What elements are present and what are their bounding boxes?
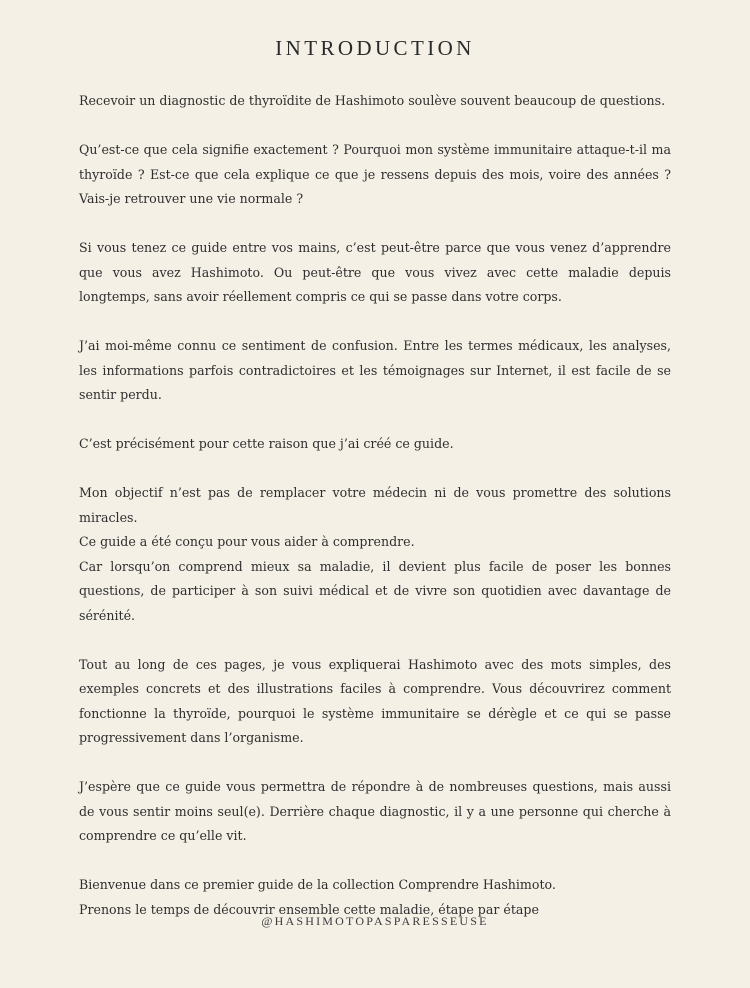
paragraph-8 — [79, 775, 671, 849]
paragraph-line: Tout au long de ces pages, je vous expliquerai Hashimoto avec des mots simples, des exemples concrets et des illustrations faciles à comprendre. Vous découvrirez comment fonctionne la thyroïde, pourquoi le système immunitaire se dérègle et ce qui se passe progressivement dans l’organisme. — [79, 656, 671, 745]
paragraph-4 — [79, 334, 671, 408]
paragraph-line: Prenons le temps de découvrir ensemble cette maladie, étape par étape — [79, 901, 539, 917]
page-title: INTRODUCTION — [275, 36, 475, 60]
paragraph-line: C’est précisément pour cette raison que j’ai créé ce guide. — [79, 436, 454, 451]
paragraph-line: Qu’est-ce que cela signifie exactement ? Pourquoi mon système immunitaire attaque-t-il ma thyroïde ? Est-ce que cela explique ce que je ressens depuis des mois, voire des années ? Vais-je retrouver une vie normale ? — [79, 142, 671, 206]
paragraph-line: J’espère que ce guide vous permettra de répondre à de nombreuses questions, mais aussi de vous sentir moins seul(e). Derrière chaque diagnostic, il y a une personne qui cherche à comprendre ce qu’elle vit. — [79, 779, 671, 843]
paragraph-line: Bienvenue dans ce premier guide de la collection Comprendre Hashimoto. — [79, 877, 556, 892]
paragraph-line: Car lorsqu’on comprend mieux sa maladie, il devient plus facile de poser les bonnes questions, de participer à son suivi médical et de vivre son quotidien avec davantage de sérénité. — [79, 558, 671, 623]
document-body — [79, 89, 671, 922]
paragraph-1 — [79, 89, 671, 114]
paragraph-line: Ce guide a été conçu pour vous aider à comprendre. — [79, 534, 415, 549]
paragraph-line: Si vous tenez ce guide entre vos mains, c’est peut-être parce que vous venez d’apprendre que vous avez Hashimoto. Ou peut-être que vous vivez avec cette maladie depuis longtemps, sans avoir réellement compris ce qui se passe dans votre corps. — [79, 240, 671, 304]
paragraph-7 — [79, 653, 671, 751]
paragraph-line: Mon objectif n’est pas de remplacer votre médecin ni de vous promettre des solutions miracles. — [79, 485, 671, 525]
footer-handle: @HASHIMOTOPASPARESSEUSE — [261, 914, 489, 928]
paragraph-5 — [79, 432, 671, 457]
paragraph-3 — [79, 236, 671, 310]
paragraph-2 — [79, 138, 671, 212]
paragraph-line: J’ai moi-même connu ce sentiment de confusion. Entre les termes médicaux, les analyses, les informations parfois contradictoires et les témoignages sur Internet, il est facile de se sentir perdu. — [79, 338, 671, 402]
paragraph-line: Recevoir un diagnostic de thyroïdite de Hashimoto soulève souvent beaucoup de questions. — [79, 93, 666, 108]
paragraph-6 — [79, 481, 671, 628]
